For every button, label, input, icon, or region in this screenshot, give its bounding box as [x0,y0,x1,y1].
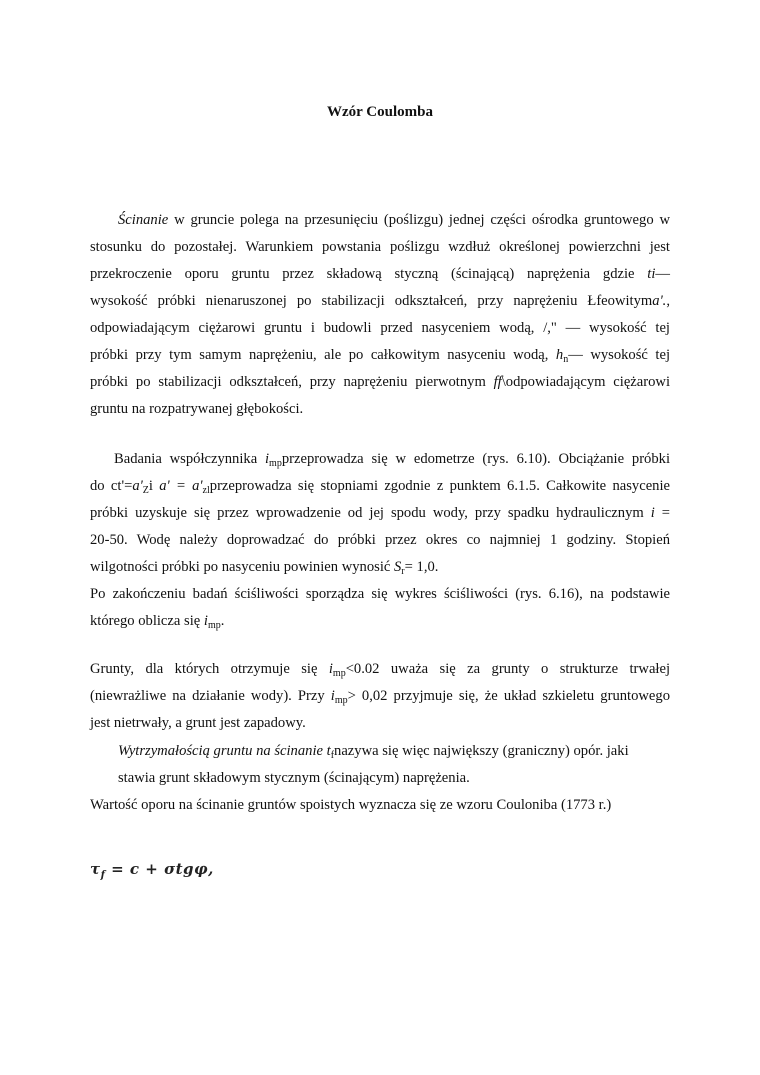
text-line: jest nietrwały, a grunt jest zapadowy. [90,715,306,731]
symbol-i: i [330,688,335,704]
text-line: stosunku do pozostałej. Warunkiem powstania poślizgu wzdłuż określonej powierzchni jest [90,239,670,255]
symbol-a-prime-eq: a' = a' [159,478,203,494]
symbol-t: t [326,743,331,759]
formula-subscript: f [100,870,106,881]
text-span: i [148,478,160,494]
paragraph-shear-strength [90,738,670,819]
text-span: nazywa się więc największy (graniczny) opór. jaki [334,743,629,759]
text-span: do ct'= [90,478,133,494]
term-scinanie: Ścinanie [118,212,169,228]
symbol-ff: ff [493,374,502,390]
text-span: <0.02 uważa się za grunty o strukturze trwałej [345,661,671,677]
paragraph-edometer-test [90,446,670,635]
text-span: przekroczenie oporu gruntu przez składową styczną (ścinającą) naprężenia gdzie [90,266,648,282]
subscript: zl [202,485,210,496]
symbol-i: i [650,505,655,521]
subscript: mp [269,458,282,469]
text-span: — [655,266,670,282]
text-span: próbki przy tym samym naprężeniu, ale po całkowitym nasyceniu wodą, [90,347,556,363]
text-line: Wartość oporu na ścinanie gruntów spoistych wyznacza się ze wzoru Couloniba (1773 r.) [90,797,612,813]
text-line [90,369,670,396]
text-span: > 0,02 przyjmuje się, że układ szkieletu gruntowego [347,688,671,704]
symbol-i: i [328,661,333,677]
coulomb-formula [90,860,214,881]
subscript: mp [334,695,348,706]
term-shear-strength: Wytrzymałością gruntu na ścinanie [118,743,327,759]
text-span: próbki uzyskuje się przez wprowadzenie od jej spodu wody, przy spadku hydraulicznym [90,505,651,521]
paragraph-soil-structure [90,656,670,737]
subscript: Z [142,485,149,496]
text-span: którego oblicza się [90,613,204,629]
text-span: = [654,505,670,521]
text-span: \odpowiadającym ciężarowi [501,374,671,390]
subscript: mp [332,668,346,679]
symbol-i: i [203,613,208,629]
text-span: przeprowadza się stopniami zgodnie z punktem 6.1.5. Całkowite nasycenie [209,478,671,494]
subscript: r [401,566,405,577]
symbol-i: i [264,451,270,467]
text-span: . [220,613,225,629]
text-line [90,207,670,234]
text-span: , [666,293,670,309]
text-span: — wysokość tej [568,347,670,363]
subscript: mp [207,620,221,631]
text-line [90,342,670,369]
text-line [90,554,670,581]
symbol-a-prime: a'. [652,293,667,309]
text-span: Grunty, dla których otrzymuje się [90,661,329,677]
text-line [90,261,670,288]
text-line: stawia grunt składowym stycznym (ścinającym) naprężenia. [118,770,470,786]
text-line [90,683,670,710]
text-span: w gruncie polega na przesunięciu (poślizgu) jednej części ośrodka gruntowego w [168,212,670,228]
symbol-h: h [555,347,564,363]
paragraph-shear-definition [90,207,670,423]
formula-tau: τ [90,860,101,878]
text-span: przeprowadza się w edometrze (rys. 6.10). Obciążanie próbki [281,451,670,467]
text-line [90,738,670,765]
text-line: gruntu na rozpatrywanej głębokości. [90,401,304,417]
subscript: n [563,354,569,365]
page-title: Wzór Coulomba [327,104,433,120]
text-span: (niewrażliwe na działanie wody). Przy [90,688,331,704]
formula-rest: = c + σtgφ, [105,860,214,878]
text-span: = 1,0. [404,559,439,575]
text-line [90,446,670,473]
symbol-a-prime: a' [132,478,143,494]
text-line: odpowiadającym ciężarowi gruntu i budowli przed nasyceniem wodą, /," — wysokość tej [90,320,670,336]
text-span: próbki po stabilizacji odkształceń, przy naprężeniu pierwotnym [90,374,494,390]
text-line: Po zakończeniu badań ściśliwości sporządza się wykres ściśliwości (rys. 6.16), na podstawie [90,586,670,602]
text-line [90,288,670,315]
subscript: f [330,750,335,761]
text-line [90,473,670,500]
text-line: 20-50. Wodę należy doprowadzać do próbki przez okres co najmniej 1 godziny. Stopień [90,532,670,548]
text-span: wysokość próbki nienaruszonej po stabilizacji odkształceń, przy naprężeniu Łfeowitym [90,293,653,309]
text-line [90,608,670,635]
text-line [90,656,670,683]
symbol-ti: ti [647,266,656,282]
text-line [90,500,670,527]
symbol-s: S [394,559,402,575]
text-span: Badania współczynnika [114,451,265,467]
text-span: wilgotności próbki po nasyceniu powinien wynosić [90,559,394,575]
